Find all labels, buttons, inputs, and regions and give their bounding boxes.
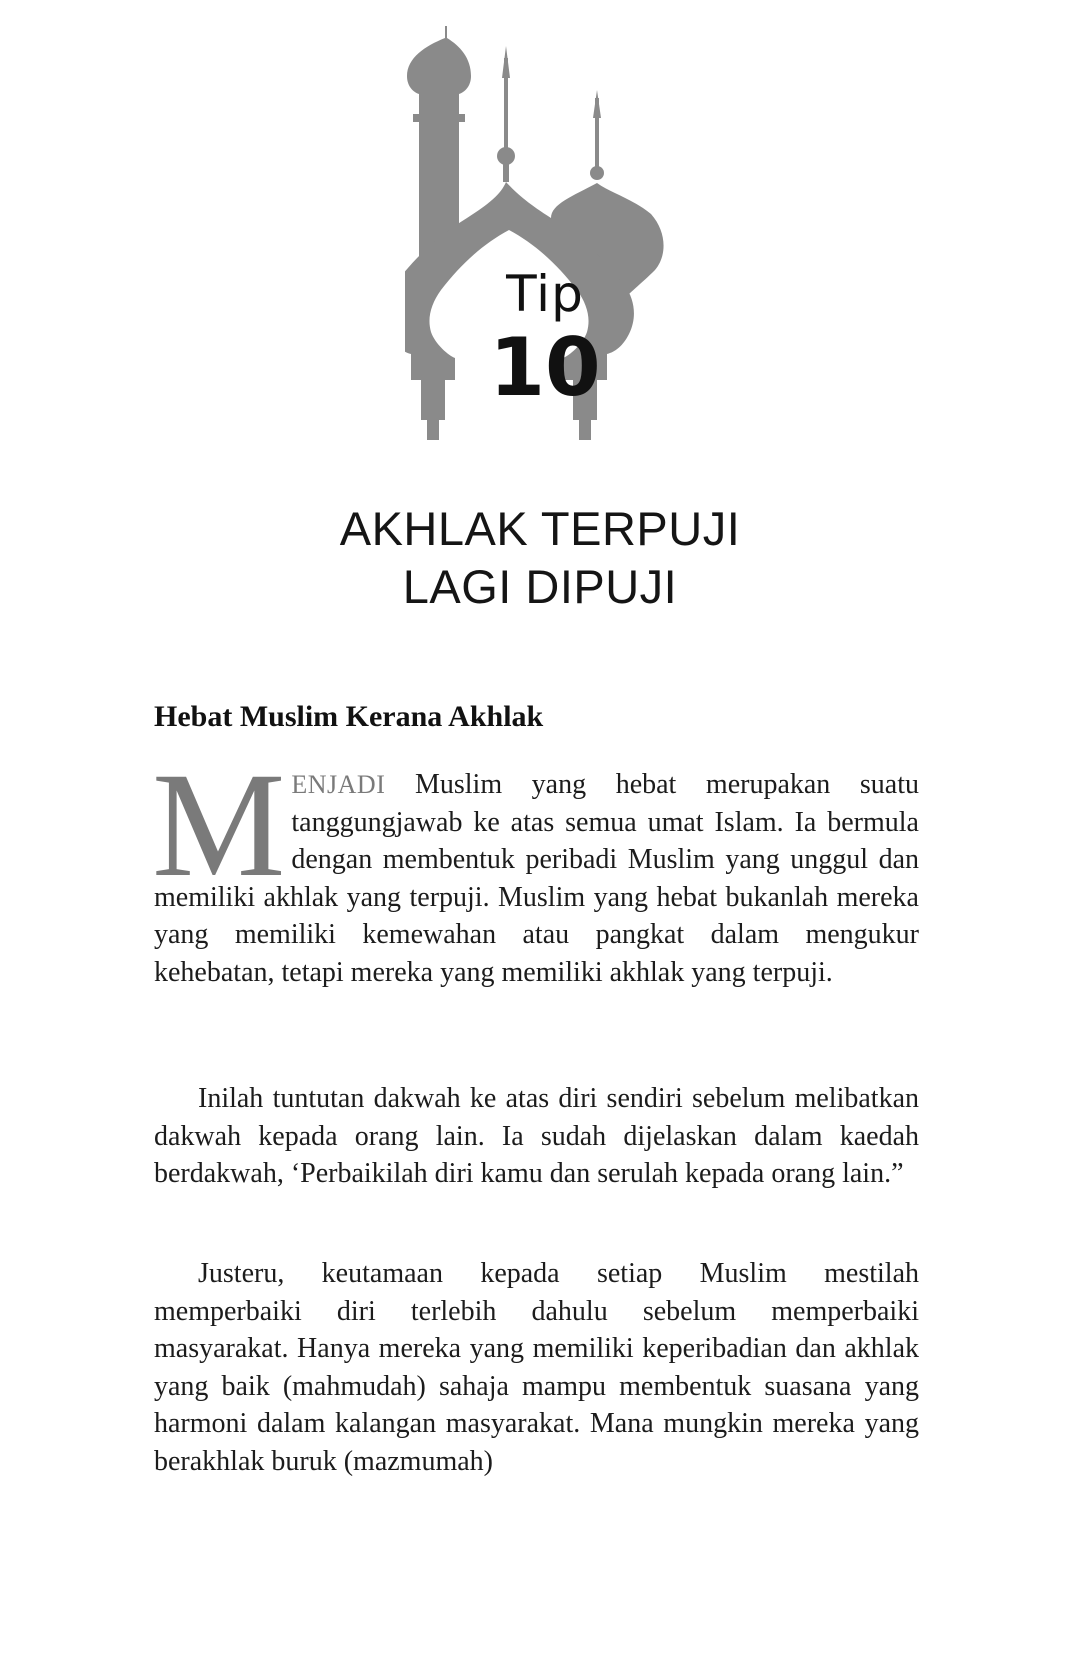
chapter-title-line-2: LAGI DIPUJI xyxy=(402,560,678,613)
paragraph-1 xyxy=(152,742,919,991)
chapter-title-line-1: AKHLAK TERPUJI xyxy=(339,502,741,555)
paragraph-1-text: Muslim yang hebat merupakan suatu tanggungjawab ke atas semua umat Islam. Ia bermula dengan membentuk peribadi Muslim yang unggul dan memiliki akhlak yang terpuji. Muslim yang hebat bukanlah mereka yang memiliki kemewahan atau pangkat dalam mengukur kehebatan, tetapi mereka yang memiliki akhlak yang terpuji. xyxy=(154,769,919,988)
section-heading: Hebat Muslim Kerana Akhlak xyxy=(154,700,544,733)
paragraph-1-lead: ENJADI xyxy=(291,770,386,799)
drop-cap: M xyxy=(152,742,286,908)
tip-label: Tip xyxy=(506,265,584,323)
tip-number: 10 xyxy=(489,321,601,414)
paragraph-2: Inilah tuntutan dakwah ke atas diri sendiri sebelum melibatkan dakwah kepada orang lain. Ia sudah dijelaskan dalam kaedah berdakwah, ‘Perbaikilah diri kamu dan serulah kepada orang lain.” xyxy=(154,1083,919,1189)
chapter-title xyxy=(200,500,880,616)
paragraph-3: Justeru, keutamaan kepada setiap Muslim mestilah memperbaiki diri terlebih dahulu sebelum memperbaiki masyarakat. Hanya mereka yang memiliki keperibadian dan akhlak yang baik (mahmudah) sahaja mampu membentuk suasana yang harmoni dalam kalangan masyarakat. Mana mungkin mereka yang berakhlak buruk (mazmumah) xyxy=(154,1258,919,1477)
